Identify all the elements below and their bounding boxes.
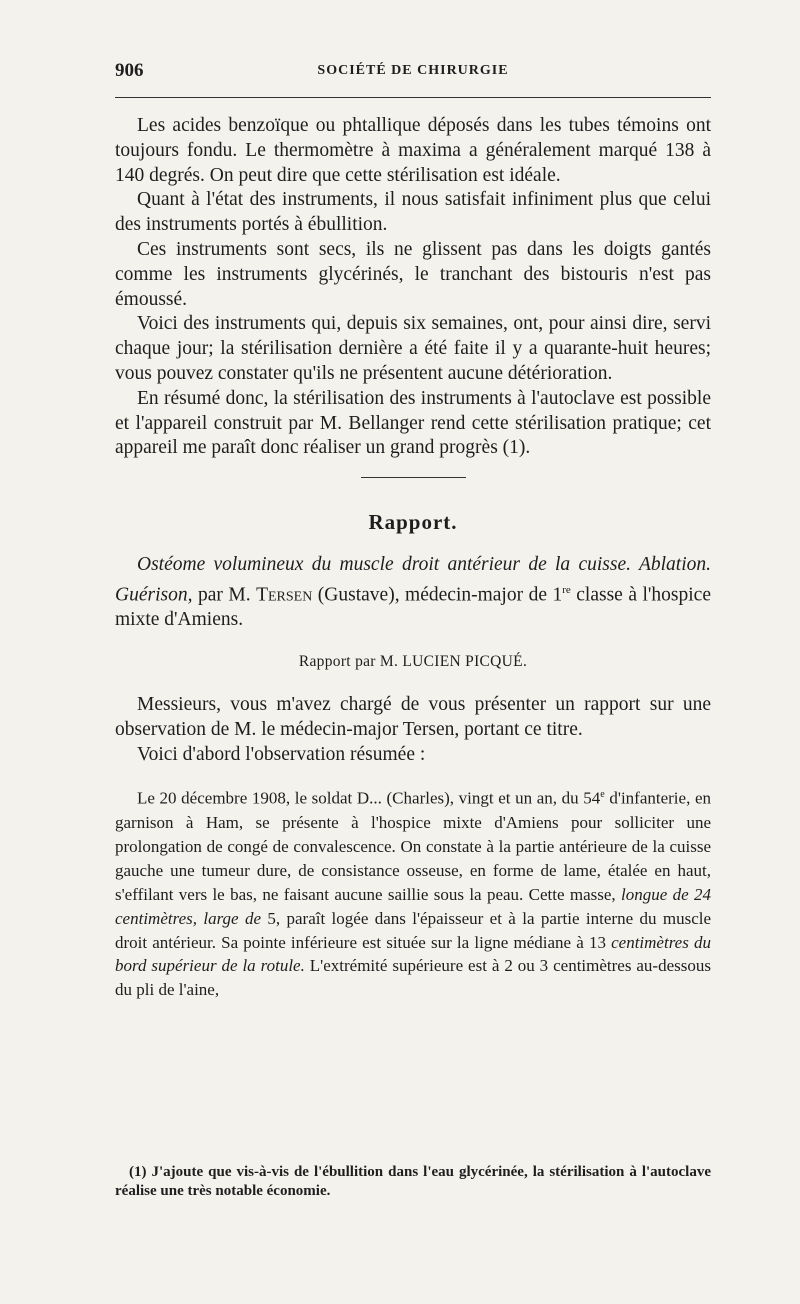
- paragraph: Ces instruments sont secs, ils ne glissent pas dans les doigts gantés comme les instruments glycérinés, le tranchant des bistouris n'est pas émoussé.: [115, 238, 711, 310]
- running-head: SOCIÉTÉ DE CHIRURGIE: [317, 63, 509, 78]
- page-body: [115, 114, 711, 1002]
- report-byline: Rapport par M. LUCIEN PICQUÉ.: [298, 653, 528, 671]
- obs-italic: longue de 24 centimètres, large de: [115, 884, 711, 928]
- subject-by: par M.: [192, 584, 257, 606]
- paragraph: Quant à l'état des instruments, il nous satisfait infiniment plus que celui des instruments portés à ébullition.: [115, 189, 711, 236]
- obs-sup: e: [600, 789, 605, 801]
- author-surname: Tersen: [256, 584, 313, 606]
- footnote: [115, 1163, 711, 1201]
- obs-part: 5, paraît logée dans l'épaisseur et à la partie interne du muscle droit antérieur. Sa pointe inférieure est située sur la ligne médiane à 13: [115, 908, 712, 952]
- obs-part: d'infanterie, en garnison à Ham, se présente à l'hospice mixte d'Amiens pour solliciter une prolongation de congé de convalescence. On constate à la partie antérieure de la cuisse gauche une tumeur dure, de consistance osseuse, en forme de lame, étalée en haut, s'effilant vers le bas, ne faisant aucune saillie sous la peau. Cette masse,: [115, 789, 711, 904]
- subject-rest: (Gustave), médecin-major de: [312, 584, 553, 606]
- paragraph: Voici d'abord l'observation résumée :: [137, 743, 426, 765]
- paragraph: Les acides benzoïque ou phtallique déposés dans les tubes témoins ont toujours fondu. Le thermomètre à maxima a généralement marqué 138 à 140 degrés. On peut dire que cette stérilisation est idéale.: [115, 115, 711, 186]
- class-suffix: re: [562, 583, 571, 596]
- page-number: 906: [115, 60, 144, 81]
- footnote-text: (1) J'ajoute que vis-à-vis de l'ébullition dans l'eau glycérinée, la stérilisation à l'autoclave réalise une très notable économie.: [115, 1164, 711, 1199]
- section-title: Rapport.: [368, 510, 458, 535]
- page-header: [115, 60, 711, 86]
- paragraph: En résumé donc, la stérilisation des instruments à l'autoclave est possible et l'appareil construit par M. Bellanger rend cette stérilisation pratique; cet appareil me paraît donc réaliser un grand progrès (1).: [115, 387, 711, 459]
- obs-part: L'extrémité supérieure est à 2 ou 3 centimètres au-dessous du pli de l'aine,: [115, 956, 711, 1000]
- subject-title: Ostéome volumineux du muscle droit antérieur de la cuisse. Ablation. Guérison,: [115, 554, 711, 606]
- paragraph: Messieurs, vous m'avez chargé de vous présenter un rapport sur une observation de M. le médecin-major Tersen, portant ce titre.: [115, 694, 711, 740]
- section-separator: [361, 477, 466, 478]
- header-rule: [115, 97, 711, 98]
- obs-italic: centimètres du bord supérieur de la rotule.: [115, 932, 711, 976]
- observation-text: [115, 783, 711, 1002]
- report-subject: [115, 553, 711, 633]
- paragraph: Voici des instruments qui, depuis six semaines, ont, pour ainsi dire, servi chaque jour; la stérilisation dernière a été faite il y a quarante-huit heures; vous pouvez constater qu'ils ne présentent aucune détérioration.: [115, 313, 711, 384]
- subject-end: classe à l'hospice mixte d'Amiens.: [115, 584, 711, 631]
- observation-block: [115, 783, 711, 1002]
- obs-part: Le 20 décembre 1908, le soldat D... (Charles), vingt et un an, du 54: [137, 789, 601, 809]
- class-number: 1: [552, 584, 563, 606]
